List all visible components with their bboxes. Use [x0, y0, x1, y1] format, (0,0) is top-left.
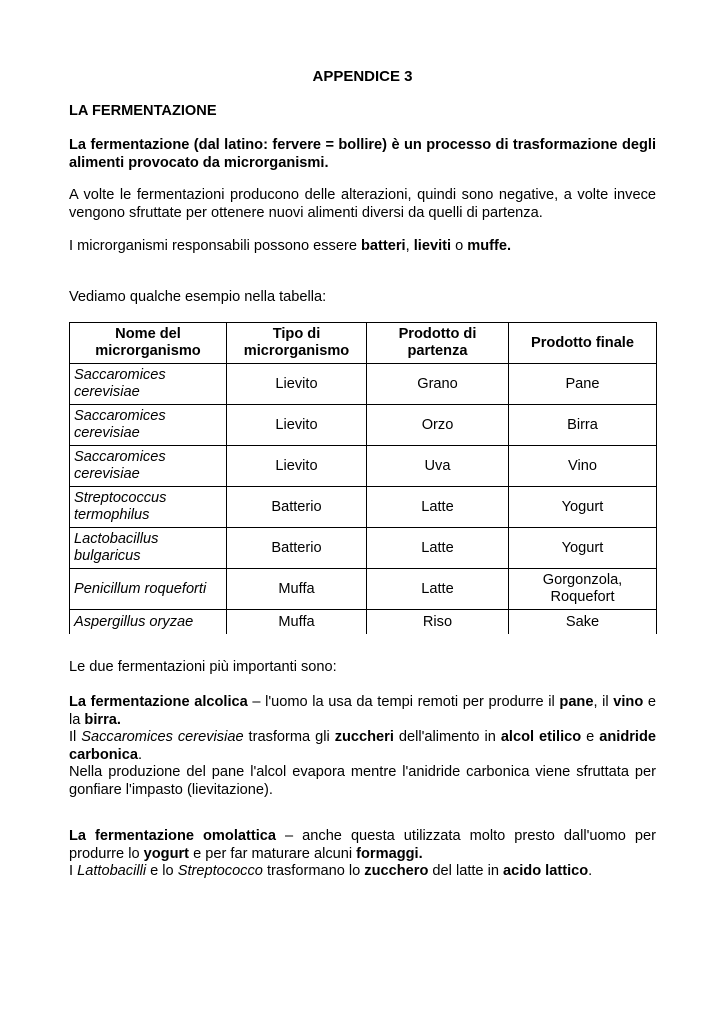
table-cell: Lievito	[227, 446, 367, 487]
header-cell: Nome del microrganismo	[70, 323, 227, 364]
table-cell: Gorgonzola, Roquefort	[509, 569, 657, 610]
table-cell: Saccaromices cerevisiae	[70, 405, 227, 446]
alcolica-bold: zuccheri	[334, 729, 394, 745]
table-cell: Aspergillus oryzae	[70, 610, 227, 635]
para2-sep: ,	[405, 238, 414, 254]
omolattica-bold: acido lattico	[503, 863, 589, 879]
alcolica-text: e	[581, 729, 600, 745]
alcolica-text: .	[137, 746, 143, 763]
paragraph-alterations-text: A volte le fermentazioni producono delle alterazioni, quindi sono negative, a volte invece vengono sfruttate per ottenere nuovi alimenti diversi da quelli di partenza.	[69, 187, 656, 221]
table-header-row	[70, 323, 657, 364]
table-cell: Riso	[367, 610, 509, 635]
alcolica-italic: Saccaromices cerevisiae	[81, 729, 244, 745]
para2-sep: o	[451, 238, 468, 254]
table-cell: Lievito	[227, 364, 367, 405]
intro-text: La fermentazione (dal latino: fervere = bollire) è un processo di trasformazione degli alimenti provocato da microrganismi.	[69, 137, 656, 171]
header-cell: Prodotto finale	[509, 323, 657, 364]
table-cell: Lactobacillus bulgaricus	[70, 528, 227, 569]
table-cell: Yogurt	[509, 528, 657, 569]
alcolica-bold: birra.	[84, 711, 121, 728]
table-cell: Saccaromices cerevisiae	[70, 364, 227, 405]
para2-muffe: muffe.	[467, 238, 512, 254]
omolattica-section	[69, 828, 656, 881]
para2-lieviti: lieviti	[413, 238, 452, 254]
alcolica-text: trasforma gli	[243, 729, 335, 745]
fermentation-table	[69, 322, 657, 634]
alcolica-bold: alcol etilico	[500, 729, 582, 745]
lead-text: Le due fermentazioni più importanti sono:	[69, 659, 337, 675]
omolattica-text: e per far maturare alcuni	[189, 845, 357, 862]
omolattica-text: – anche questa utilizzata molto presto dall'uomo per produrre lo	[69, 828, 656, 862]
table-cell: Yogurt	[509, 487, 657, 528]
table-cell: Uva	[367, 446, 509, 487]
table-cell: Muffa	[227, 610, 367, 635]
alcolica-text: e la	[69, 694, 657, 728]
omolattica-text: trasformano lo	[262, 863, 365, 879]
lead-paragraph	[69, 659, 656, 677]
alcolica-text: – l'uomo la usa da tempi remoti per produrre il	[247, 694, 560, 710]
alcolica-text: dell'alimento in	[393, 729, 501, 745]
omolattica-text: .	[588, 863, 593, 879]
table-row	[70, 528, 657, 569]
alcolica-bold: anidride carbonica	[69, 729, 657, 763]
omolattica-italic: Streptococco	[177, 863, 263, 879]
alcolica-text: Il	[69, 729, 82, 745]
header-cell: Tipo di microrganismo	[227, 323, 367, 364]
table-cell: Penicillum roqueforti	[70, 569, 227, 610]
omolattica-title: La fermentazione omolattica	[69, 828, 276, 844]
para2-batteri: batteri	[361, 238, 406, 254]
paragraph-microorganisms	[69, 238, 656, 256]
table-cell: Batterio	[227, 528, 367, 569]
table-cell: Orzo	[367, 405, 509, 446]
table-cell: Saccaromices cerevisiae	[70, 446, 227, 487]
section-heading: LA FERMENTAZIONE	[69, 103, 217, 119]
omolattica-bold: yogurt	[143, 845, 190, 862]
table-cell: Latte	[367, 569, 509, 610]
omolattica-text: e lo	[146, 863, 178, 879]
table-cell: Pane	[509, 364, 657, 405]
table-cell: Lievito	[227, 405, 367, 446]
table-cell: Latte	[367, 487, 509, 528]
omolattica-bold: zucchero	[364, 863, 429, 879]
alcolica-bold: pane	[559, 694, 594, 710]
table-row	[70, 405, 657, 446]
page-title: APPENDICE 3	[312, 68, 413, 85]
alcolica-bold: vino	[613, 694, 644, 710]
table-row	[70, 487, 657, 528]
table-cell: Vino	[509, 446, 657, 487]
alcolica-text: , il	[593, 694, 614, 710]
table-cell: Latte	[367, 528, 509, 569]
table-cell: Sake	[509, 610, 657, 635]
table-cell: Grano	[367, 364, 509, 405]
intro-paragraph	[69, 137, 656, 172]
table-intro-text: Vediamo qualche esempio nella tabella:	[69, 289, 327, 305]
header-cell: Prodotto di partenza	[367, 323, 509, 364]
omolattica-text: I	[69, 863, 78, 879]
omolattica-text: del latte in	[428, 863, 504, 879]
alcolica-section	[69, 694, 656, 799]
paragraph-alterations	[69, 187, 656, 222]
table-intro	[69, 289, 656, 307]
table-cell: Streptococcus termophilus	[70, 487, 227, 528]
alcolica-text: Nella produzione del pane l'alcol evapora mentre l'anidride carbonica viene sfruttata per gonfiare l'impasto (lievitazione).	[69, 764, 656, 798]
omolattica-bold: formaggi.	[356, 845, 423, 862]
table-cell: Batterio	[227, 487, 367, 528]
table-row	[70, 364, 657, 405]
table-row	[70, 569, 657, 610]
para2-text: I microrganismi responsabili possono essere	[69, 238, 362, 254]
table-row	[70, 610, 657, 635]
table-cell: Muffa	[227, 569, 367, 610]
table-cell: Birra	[509, 405, 657, 446]
omolattica-italic: Lattobacilli	[77, 863, 147, 879]
alcolica-title: La fermentazione alcolica	[69, 694, 248, 710]
table-row	[70, 446, 657, 487]
